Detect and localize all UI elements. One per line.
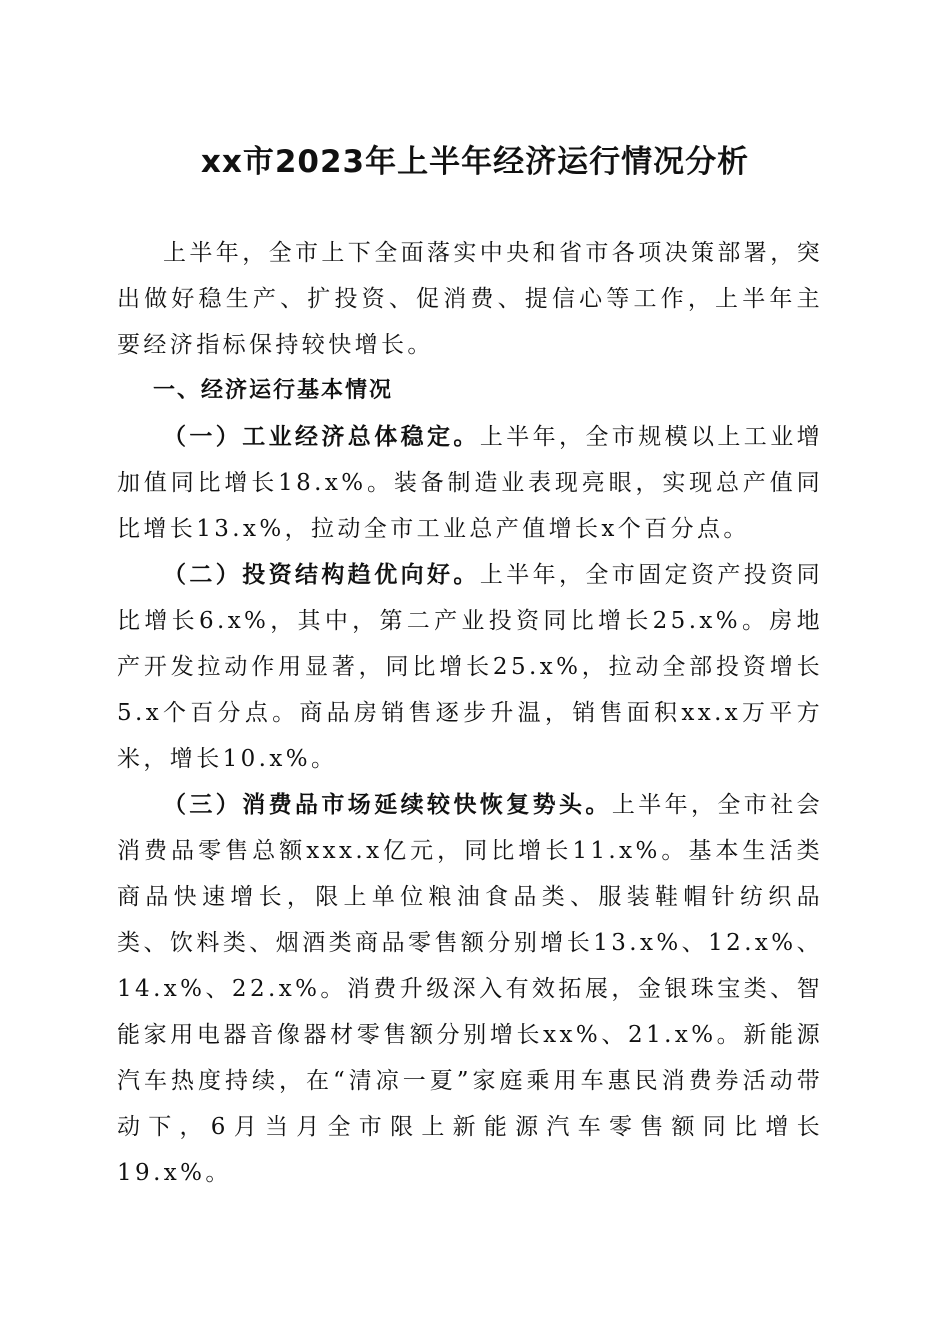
item-paragraph-1 [117,414,823,552]
intro-paragraph: 上半年，全市上下全面落实中央和省市各项决策部署，突出做好稳生产、扩投资、促消费、提信心等工作，上半年主要经济指标保持较快增长。 [117,240,823,358]
item-text-1: 上半年，全市规模以上工业增加值同比增长18.x%。装备制造业表现亮眼，实现总产值同比增长13.x%，拉动全市工业总产值增长x个百分点。 [117,424,824,542]
document-body [117,230,823,1196]
section-heading-1: 一、经济运行基本情况 [153,378,394,403]
document-title: xx市2023年上半年经济运行情况分析 [200,144,750,180]
item-subheading-3: （三）消费品市场延续较快恢复势头。 [163,791,612,818]
item-subheading-1: （一）工业经济总体稳定。 [163,423,480,450]
item-subheading-2: （二）投资结构趋优向好。 [163,561,480,588]
item-text-3: 上半年，全市社会消费品零售总额xxx.x亿元，同比增长11.x%。基本生活类商品快速增长，限上单位粮油食品类、服装鞋帽针纺织品类、饮料类、烟酒类商品零售额分别增长13.x%、12.x%、14.x%、22.x%。消费升级深入有效拓展，金银珠宝类、智能家用电器音像器材零售额分别增长xx%、21.x%。新能源汽车热度持续，在“清凉一夏”家庭乘用车惠民消费券活动带动下，6月当月全市限上新能源汽车零售额同比增长19.x%。 [117,792,824,1186]
item-text-2: 上半年，全市固定资产投资同比增长6.x%，其中，第二产业投资同比增长25.x%。房地产开发拉动作用显著，同比增长25.x%，拉动全部投资增长5.x个百分点。商品房销售逐步升温，销售面积xx.x万平方米，增长10.x%。 [117,562,824,772]
item-paragraph-2 [117,552,823,782]
item-paragraph-3 [117,782,823,1196]
